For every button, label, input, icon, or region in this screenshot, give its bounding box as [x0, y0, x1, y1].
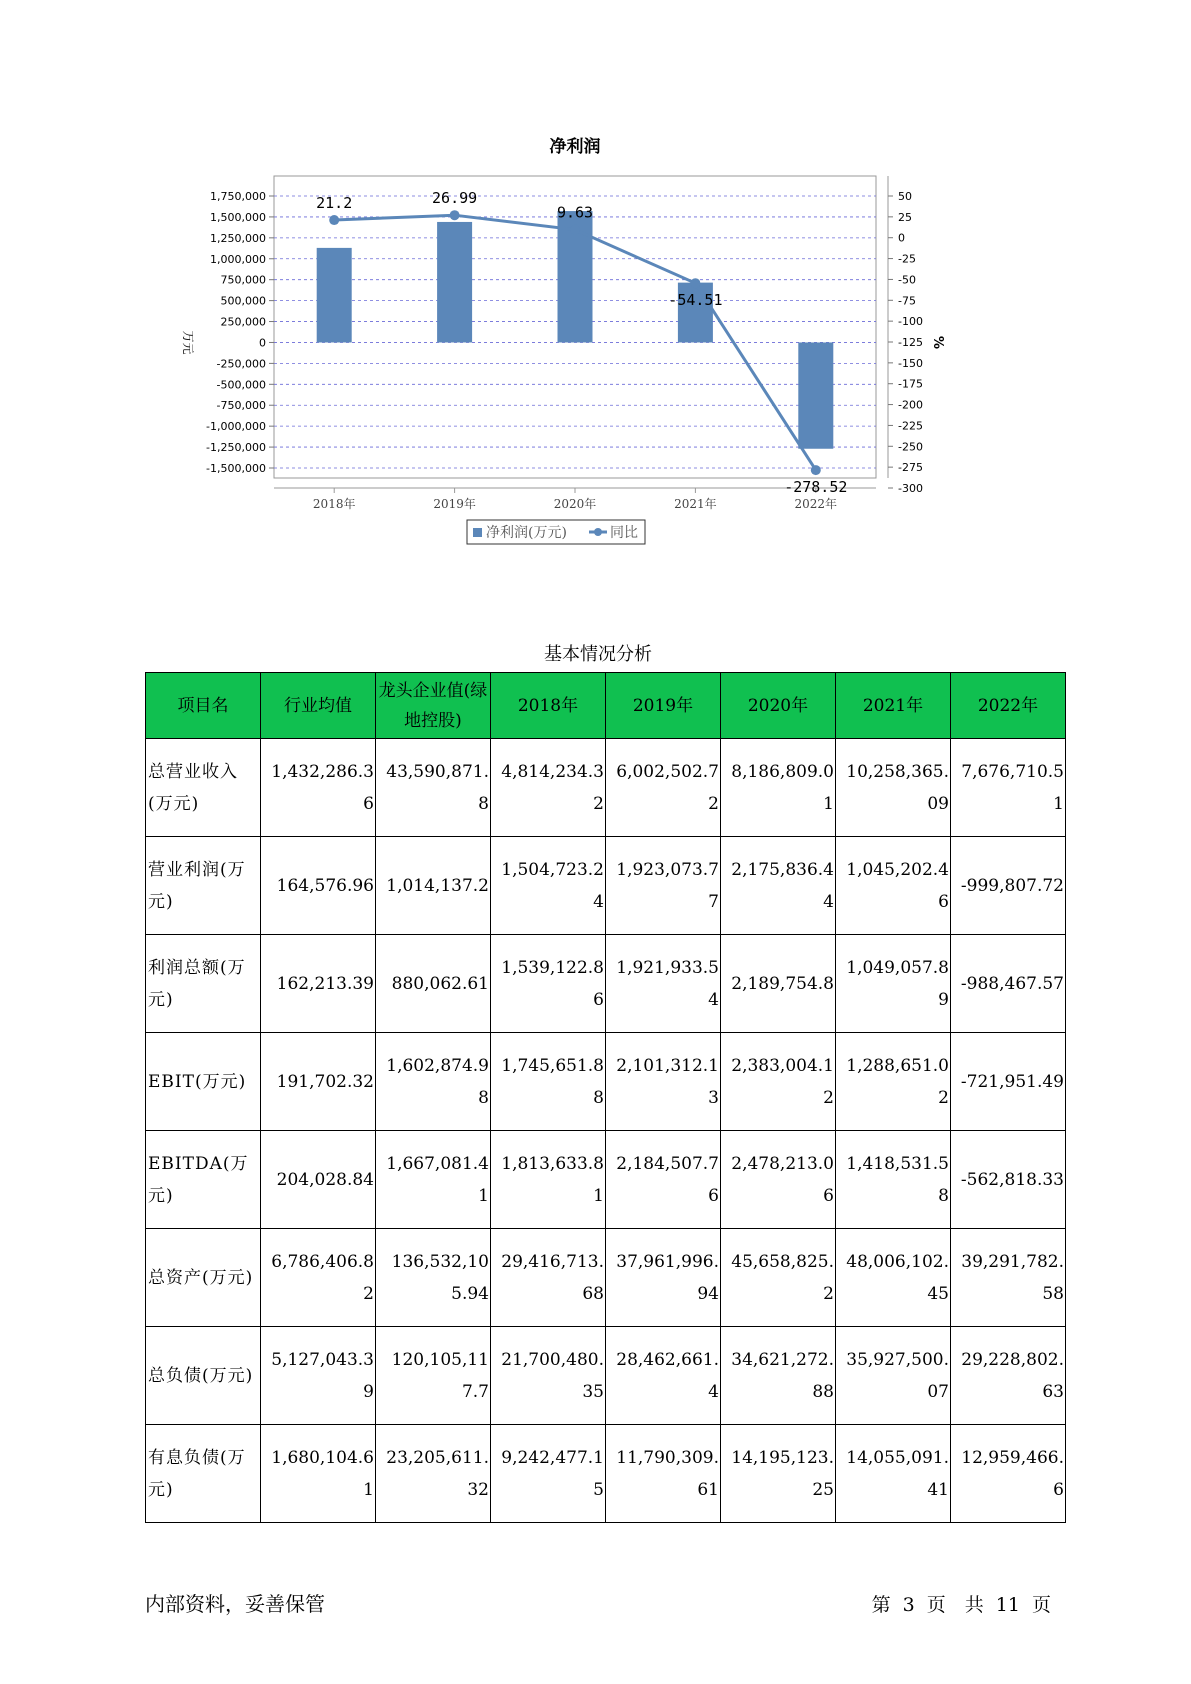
table-cell: 14,055,091.41	[836, 1425, 951, 1523]
table-row	[146, 837, 1066, 935]
table-row	[146, 1229, 1066, 1327]
left-tick-label: 750,000	[220, 273, 266, 287]
right-tick-label: -225	[898, 419, 923, 433]
table-cell: 23,205,611.32	[376, 1425, 491, 1523]
right-tick-label: -150	[898, 356, 923, 370]
table-cell: 9,242,477.15	[491, 1425, 606, 1523]
net-profit-chart	[170, 128, 1040, 598]
yoy-point	[450, 210, 460, 220]
table-cell: 2,383,004.12	[721, 1033, 836, 1131]
table-cell: 11,790,309.61	[606, 1425, 721, 1523]
x-tick-label: 2022年	[794, 497, 838, 511]
table-cell: 28,462,661.4	[606, 1327, 721, 1425]
table-cell: 39,291,782.58	[951, 1229, 1066, 1327]
table-cell: 1,014,137.2	[376, 837, 491, 935]
yoy-point	[570, 225, 580, 235]
right-tick-label: -125	[898, 336, 923, 349]
header-cell: 2020年	[721, 673, 836, 739]
left-tick-label: -500,000	[216, 378, 266, 392]
left-tick-label: 250,000	[220, 315, 266, 329]
row-label: EBIT(万元)	[146, 1033, 261, 1131]
table-cell: 34,621,272.88	[721, 1327, 836, 1425]
table-cell: -721,951.49	[951, 1033, 1066, 1131]
left-tick-label: 1,750,000	[210, 190, 266, 203]
table-row	[146, 739, 1066, 837]
table-cell: 120,105,117.7	[376, 1327, 491, 1425]
table-cell: 2,184,507.76	[606, 1131, 721, 1229]
right-tick-label: -100	[898, 315, 923, 329]
row-label: 利润总额(万元)	[146, 935, 261, 1033]
left-tick-label: -1,000,000	[206, 420, 266, 434]
table-cell: 1,045,202.46	[836, 837, 951, 935]
row-label: 有息负债(万元)	[146, 1425, 261, 1523]
yoy-point	[690, 278, 700, 288]
left-tick-label: -1,500,000	[206, 462, 266, 475]
left-tick-label: 1,500,000	[210, 210, 266, 224]
table-title: 基本情况分析	[544, 644, 652, 665]
table-cell: 8,186,809.01	[721, 739, 836, 837]
table-cell: 29,228,802.63	[951, 1327, 1066, 1425]
table-cell: 10,258,365.09	[836, 739, 951, 837]
table-cell: 6,002,502.72	[606, 739, 721, 837]
yoy-point	[811, 465, 821, 475]
table-header-row	[146, 673, 1066, 739]
left-axis-label: 万元	[181, 330, 195, 355]
table-cell: -562,818.33	[951, 1131, 1066, 1229]
header-cell: 2018年	[491, 673, 606, 739]
table-cell: 136,532,105.94	[376, 1229, 491, 1327]
legend-line-marker	[594, 528, 602, 536]
yoy-data-label: 21.2	[316, 194, 353, 213]
right-tick-label: -250	[898, 440, 923, 454]
table-cell: 1,813,633.81	[491, 1131, 606, 1229]
header-cell: 龙头企业值(绿地控股)	[376, 673, 491, 739]
table-row	[146, 1131, 1066, 1229]
yoy-data-label: 26.99	[432, 189, 478, 208]
yoy-data-label: -278.52	[784, 478, 848, 497]
right-tick-label: -275	[898, 461, 923, 475]
row-label: 总负债(万元)	[146, 1327, 261, 1425]
right-tick-label: -175	[898, 377, 923, 391]
yoy-data-label: -54.51	[668, 291, 723, 310]
table-cell: 1,049,057.89	[836, 935, 951, 1033]
table-cell: 48,006,102.45	[836, 1229, 951, 1327]
header-cell: 2021年	[836, 673, 951, 739]
table-cell: 1,418,531.58	[836, 1131, 951, 1229]
x-tick-label: 2018年	[312, 497, 356, 511]
table-cell: 1,921,933.54	[606, 935, 721, 1033]
header-cell: 2019年	[606, 673, 721, 739]
table-row	[146, 1033, 1066, 1131]
table-cell: 14,195,123.25	[721, 1425, 836, 1523]
right-tick-label: 0	[898, 231, 905, 245]
legend-line-label: 同比	[610, 525, 638, 541]
bar	[798, 342, 833, 448]
table-cell: 2,189,754.8	[721, 935, 836, 1033]
row-label: 总营业收入(万元)	[146, 739, 261, 837]
table-cell: 5,127,043.39	[261, 1327, 376, 1425]
table-cell: 1,745,651.88	[491, 1033, 606, 1131]
left-tick-label: 0	[259, 336, 266, 350]
right-tick-label: -50	[898, 273, 916, 287]
row-label: 总资产(万元)	[146, 1229, 261, 1327]
table-cell: 7,676,710.51	[951, 739, 1066, 837]
row-label: 营业利润(万元)	[146, 837, 261, 935]
table-cell: 29,416,713.68	[491, 1229, 606, 1327]
table-row	[146, 1425, 1066, 1523]
header-cell: 行业均值	[261, 673, 376, 739]
right-axis-label: %	[930, 335, 945, 349]
bar	[317, 248, 352, 343]
table-cell: -999,807.72	[951, 837, 1066, 935]
table-cell: 6,786,406.82	[261, 1229, 376, 1327]
table-cell: 12,959,466.6	[951, 1425, 1066, 1523]
chart-title: 净利润	[549, 137, 601, 157]
table-cell: 35,927,500.07	[836, 1327, 951, 1425]
header-cell: 项目名	[146, 673, 261, 739]
page-number: 第 3 页 共 11 页	[871, 1594, 1051, 1616]
table-cell: 162,213.39	[261, 935, 376, 1033]
left-tick-label: 1,000,000	[210, 252, 266, 266]
table-cell: 43,590,871.8	[376, 739, 491, 837]
confidential-note: 内部资料，妥善保管	[145, 1592, 325, 1616]
left-tick-label: -750,000	[216, 399, 266, 413]
legend-bar-swatch	[473, 528, 482, 537]
right-tick-label: -75	[898, 294, 916, 308]
table-cell: 1,667,081.41	[376, 1131, 491, 1229]
table-cell: 45,658,825.2	[721, 1229, 836, 1327]
right-tick-label: -300	[898, 482, 923, 495]
basic-analysis-table	[145, 672, 1066, 1523]
table-cell: 1,602,874.98	[376, 1033, 491, 1131]
table-cell: 1,539,122.86	[491, 935, 606, 1033]
bar	[437, 222, 472, 343]
table-cell: 37,961,996.94	[606, 1229, 721, 1327]
left-tick-label: 1,250,000	[210, 231, 266, 245]
left-tick-label: 500,000	[220, 294, 266, 308]
table-cell: 4,814,234.32	[491, 739, 606, 837]
table-cell: 2,101,312.13	[606, 1033, 721, 1131]
legend-bar-label: 净利润(万元)	[486, 525, 567, 541]
table-cell: 1,923,073.77	[606, 837, 721, 935]
header-cell: 2022年	[951, 673, 1066, 739]
table-row	[146, 935, 1066, 1033]
table-cell: 1,504,723.24	[491, 837, 606, 935]
right-tick-label: 25	[898, 210, 912, 224]
table-cell: 880,062.61	[376, 935, 491, 1033]
table-cell: -988,467.57	[951, 935, 1066, 1033]
yoy-data-label: 9.63	[556, 203, 594, 222]
yoy-point	[329, 215, 339, 225]
table-cell: 164,576.96	[261, 837, 376, 935]
x-tick-label: 2021年	[674, 497, 717, 511]
table-cell: 204,028.84	[261, 1131, 376, 1229]
x-tick-label: 2019年	[433, 497, 476, 511]
right-tick-label: -25	[898, 252, 916, 266]
x-tick-label: 2020年	[553, 497, 597, 511]
table-row	[146, 1327, 1066, 1425]
table-cell: 1,432,286.36	[261, 739, 376, 837]
table-cell: 2,175,836.44	[721, 837, 836, 935]
table-cell: 2,478,213.06	[721, 1131, 836, 1229]
right-tick-label: 50	[898, 190, 912, 203]
left-tick-label: -1,250,000	[206, 441, 266, 455]
row-label: EBITDA(万元)	[146, 1131, 261, 1229]
right-tick-label: -200	[898, 398, 923, 412]
table-cell: 191,702.32	[261, 1033, 376, 1131]
table-cell: 1,288,651.02	[836, 1033, 951, 1131]
table-cell: 1,680,104.61	[261, 1425, 376, 1523]
table-cell: 21,700,480.35	[491, 1327, 606, 1425]
left-tick-label: -250,000	[216, 357, 266, 371]
